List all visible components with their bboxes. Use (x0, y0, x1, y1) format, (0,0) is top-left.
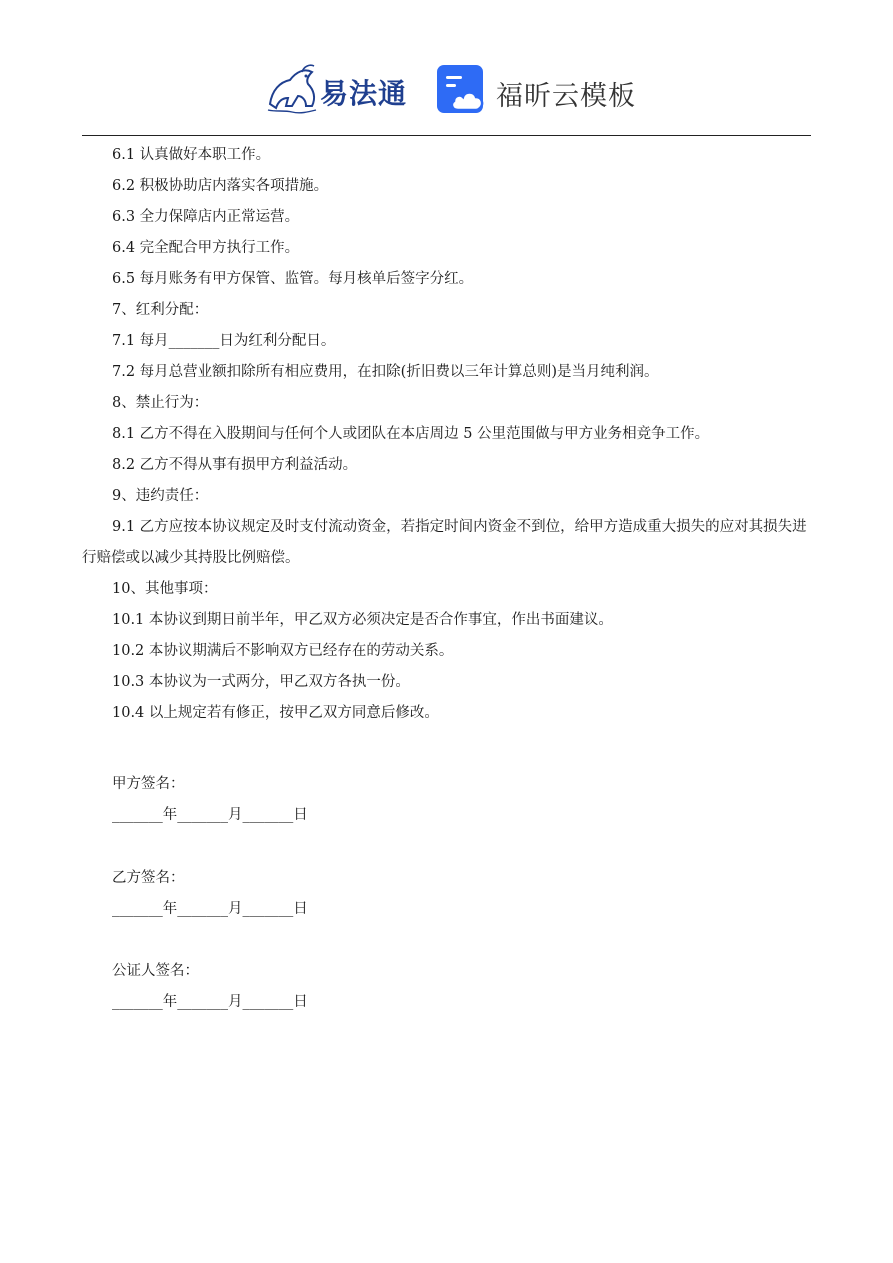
section-8-heading: 8、禁止行为： (112, 395, 209, 411)
clause-10-2: 10.2 本协议期满后不影响双方已经存在的劳动关系。 (112, 643, 454, 659)
clause-7-2: 7.2 每月总营业额扣除所有相应费用，在扣除(折旧费以三年计算总则)是当月纯利润。 (112, 364, 659, 380)
notary-signature-label: 公证人签名： (112, 963, 199, 979)
clause-9-1: 9.1 乙方应按本协议规定及时支付流动资金，若指定时间内资金不到位，给甲方造成重大损失的应对其损失进行赔偿或以减少其持股比例赔偿。 (82, 519, 807, 566)
clause-8-1: 8.1 乙方不得在入股期间与任何个人或团队在本店周边 5 公里范围做与甲方业务相竞争工作。 (112, 426, 710, 442)
clause-10-3: 10.3 本协议为一式两分，甲乙双方各执一份。 (112, 674, 410, 690)
foxit-template-logo-text: 福昕云模板 (496, 81, 636, 112)
header-divider (82, 135, 811, 136)
clause-8-2: 8.2 乙方不得从事有损甲方利益活动。 (112, 457, 358, 473)
clause-10-1: 10.1 本协议到期日前半年，甲乙双方必须决定是否合作事宜，作出书面建议。 (112, 612, 613, 628)
section-7-heading: 7、红利分配： (112, 302, 209, 318)
party-b-date-line: _______年_______月_______日 (112, 901, 308, 917)
notary-date-line: _______年_______月_______日 (112, 994, 308, 1010)
qilin-emblem-icon (262, 60, 322, 116)
section-10-heading: 10、其他事项： (112, 581, 218, 597)
page-header (0, 58, 893, 124)
yifatong-logo (262, 60, 414, 116)
clause-6-2: 6.2 积极协助店内落实各项措施。 (112, 178, 329, 194)
clause-10-4: 10.4 以上规定若有修正，按甲乙双方同意后修改。 (112, 705, 439, 721)
clause-6-4: 6.4 完全配合甲方执行工作。 (112, 240, 300, 256)
clause-6-1: 6.1 认真做好本职工作。 (112, 147, 271, 163)
yifatong-logo-text: 易法通 (320, 77, 408, 110)
cloud-doc-icon (436, 64, 488, 116)
section-9-heading: 9、违约责任： (112, 488, 209, 504)
document-body (82, 140, 811, 729)
clause-6-5: 6.5 每月账务有甲方保管、监管。每月核单后签字分红。 (112, 271, 474, 287)
party-b-signature-label: 乙方签名： (112, 870, 185, 886)
foxit-template-logo (436, 64, 636, 118)
party-a-date-line: _______年_______月_______日 (112, 807, 308, 823)
clause-7-1: 7.1 每月_______日为红利分配日。 (112, 333, 336, 349)
clause-6-3: 6.3 全力保障店内正常运营。 (112, 209, 300, 225)
party-a-signature-label: 甲方签名： (112, 776, 185, 792)
